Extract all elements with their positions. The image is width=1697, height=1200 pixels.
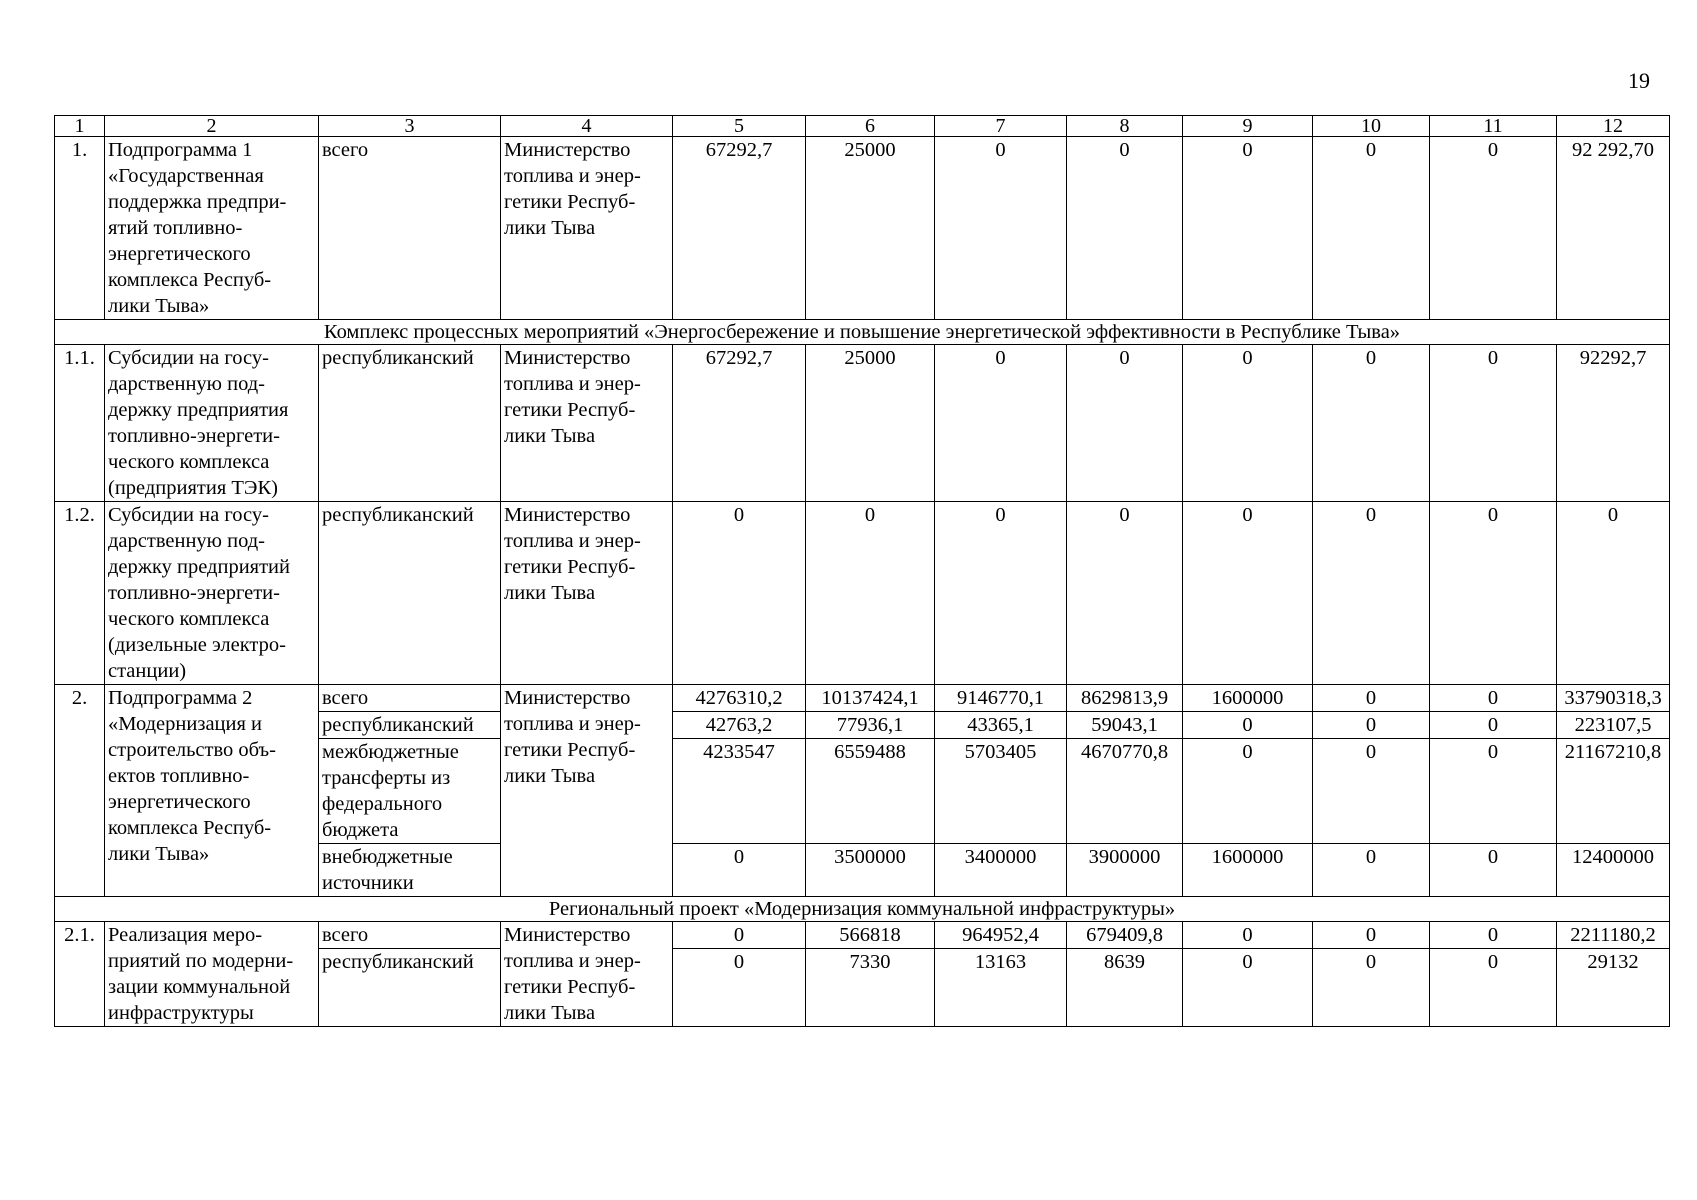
value-cell: 0: [1313, 685, 1430, 712]
value-cell: 0: [1430, 922, 1557, 949]
funding-source: всего: [319, 685, 501, 712]
program-name: Подпрограмма 2 «Модернизация и строительство объ- ектов топливно- энергетического комплекса Респуб- лики Тыва»: [105, 685, 319, 897]
row-number: 1.2.: [55, 502, 105, 685]
value-cell: 9146770,1: [935, 685, 1067, 712]
value-cell: 0: [1313, 844, 1430, 897]
value-cell: 59043,1: [1067, 712, 1183, 739]
funding-source: внебюджетные источники: [319, 844, 501, 897]
value-cell: 7330: [806, 949, 935, 1027]
funding-source: республиканский: [319, 712, 501, 739]
value-cell: 0: [935, 502, 1067, 685]
value-cell: 0: [1313, 137, 1430, 320]
value-cell: 0: [1430, 712, 1557, 739]
value-cell: 33790318,3: [1557, 685, 1670, 712]
funding-source: межбюджетные трансферты из федерального бюджета: [319, 739, 501, 844]
value-cell: 0: [1067, 502, 1183, 685]
value-cell: 0: [1313, 712, 1430, 739]
table-row: [55, 345, 1670, 502]
section-title: Комплекс процессных мероприятий «Энергосбережение и повышение энергетической эффективности в Республике Тыва»: [55, 320, 1670, 345]
executor: Министерство топлива и энер- гетики Респуб- лики Тыва: [501, 685, 673, 897]
row-number: 2.1.: [55, 922, 105, 1027]
table-row: [55, 685, 1670, 712]
value-cell: 4670770,8: [1067, 739, 1183, 844]
value-cell: 8639: [1067, 949, 1183, 1027]
value-cell: 92292,7: [1557, 345, 1670, 502]
header-cell: 11: [1430, 116, 1557, 137]
value-cell: 0: [1430, 685, 1557, 712]
value-cell: 0: [935, 137, 1067, 320]
value-cell: 25000: [806, 345, 935, 502]
value-cell: 13163: [935, 949, 1067, 1027]
value-cell: 0: [1067, 137, 1183, 320]
value-cell: 679409,8: [1067, 922, 1183, 949]
value-cell: 223107,5: [1557, 712, 1670, 739]
budget-table: [54, 115, 1670, 1027]
table-row: [55, 502, 1670, 685]
value-cell: 2211180,2: [1557, 922, 1670, 949]
value-cell: 0: [1183, 949, 1313, 1027]
value-cell: 0: [1183, 137, 1313, 320]
funding-source: всего: [319, 137, 501, 320]
row-number: 1.: [55, 137, 105, 320]
value-cell: 0: [1313, 739, 1430, 844]
table-row: [55, 922, 1670, 949]
value-cell: 0: [1430, 739, 1557, 844]
executor: Министерство топлива и энер- гетики Респуб- лики Тыва: [501, 922, 673, 1027]
value-cell: 0: [1557, 502, 1670, 685]
value-cell: 77936,1: [806, 712, 935, 739]
funding-source: республиканский: [319, 345, 501, 502]
value-cell: 8629813,9: [1067, 685, 1183, 712]
funding-source: республиканский: [319, 949, 501, 1027]
value-cell: 43365,1: [935, 712, 1067, 739]
value-cell: 0: [1183, 739, 1313, 844]
value-cell: 6559488: [806, 739, 935, 844]
header-cell: 8: [1067, 116, 1183, 137]
value-cell: 4233547: [673, 739, 806, 844]
value-cell: 0: [1430, 137, 1557, 320]
program-name: Субсидии на госу- дарственную под- держку предприятий топливно-энергети- ческого комплекса (дизельные электро- станции): [105, 502, 319, 685]
header-cell: 6: [806, 116, 935, 137]
value-cell: 0: [1183, 922, 1313, 949]
value-cell: 0: [1430, 345, 1557, 502]
header-cell: 1: [55, 116, 105, 137]
header-row: [55, 116, 1670, 137]
header-cell: 9: [1183, 116, 1313, 137]
value-cell: 0: [1313, 502, 1430, 685]
value-cell: 1600000: [1183, 685, 1313, 712]
header-cell: 10: [1313, 116, 1430, 137]
value-cell: 0: [673, 844, 806, 897]
executor: Министерство топлива и энер- гетики Респуб- лики Тыва: [501, 502, 673, 685]
value-cell: 0: [1313, 922, 1430, 949]
header-cell: 12: [1557, 116, 1670, 137]
value-cell: 4276310,2: [673, 685, 806, 712]
section-title: Региональный проект «Модернизация коммунальной инфраструктуры»: [55, 897, 1670, 922]
funding-source: республиканский: [319, 502, 501, 685]
value-cell: 10137424,1: [806, 685, 935, 712]
section-row: [55, 320, 1670, 345]
value-cell: 0: [1183, 345, 1313, 502]
row-number: 1.1.: [55, 345, 105, 502]
value-cell: 67292,7: [673, 137, 806, 320]
header-cell: 2: [105, 116, 319, 137]
value-cell: 29132: [1557, 949, 1670, 1027]
program-name: Реализация меро- приятий по модерни- зации коммунальной инфраструктуры: [105, 922, 319, 1027]
value-cell: 0: [1430, 502, 1557, 685]
header-cell: 7: [935, 116, 1067, 137]
value-cell: 3900000: [1067, 844, 1183, 897]
header-cell: 3: [319, 116, 501, 137]
program-name: Подпрограмма 1 «Государственная поддержка предпри- ятий топливно- энергетического комплекса Респуб- лики Тыва»: [105, 137, 319, 320]
value-cell: 92 292,70: [1557, 137, 1670, 320]
value-cell: 0: [1430, 949, 1557, 1027]
section-row: [55, 897, 1670, 922]
table-row: [55, 137, 1670, 320]
value-cell: 25000: [806, 137, 935, 320]
value-cell: 0: [1183, 502, 1313, 685]
value-cell: 0: [1067, 345, 1183, 502]
value-cell: 42763,2: [673, 712, 806, 739]
page-number: 19: [1628, 68, 1650, 93]
value-cell: 12400000: [1557, 844, 1670, 897]
value-cell: 566818: [806, 922, 935, 949]
program-name: Субсидии на госу- дарственную под- держку предприятия топливно-энергети- ческого комплекса (предприятия ТЭК): [105, 345, 319, 502]
funding-source: всего: [319, 922, 501, 949]
value-cell: 964952,4: [935, 922, 1067, 949]
value-cell: 0: [1183, 712, 1313, 739]
executor: Министерство топлива и энер- гетики Респуб- лики Тыва: [501, 137, 673, 320]
value-cell: 21167210,8: [1557, 739, 1670, 844]
value-cell: 3500000: [806, 844, 935, 897]
value-cell: 67292,7: [673, 345, 806, 502]
value-cell: 0: [1430, 844, 1557, 897]
row-number: 2.: [55, 685, 105, 897]
value-cell: 1600000: [1183, 844, 1313, 897]
header-cell: 4: [501, 116, 673, 137]
value-cell: 3400000: [935, 844, 1067, 897]
value-cell: 0: [673, 922, 806, 949]
value-cell: 0: [673, 949, 806, 1027]
value-cell: 0: [806, 502, 935, 685]
header-cell: 5: [673, 116, 806, 137]
value-cell: 0: [1313, 949, 1430, 1027]
value-cell: 0: [673, 502, 806, 685]
value-cell: 5703405: [935, 739, 1067, 844]
executor: Министерство топлива и энер- гетики Респуб- лики Тыва: [501, 345, 673, 502]
value-cell: 0: [935, 345, 1067, 502]
value-cell: 0: [1313, 345, 1430, 502]
